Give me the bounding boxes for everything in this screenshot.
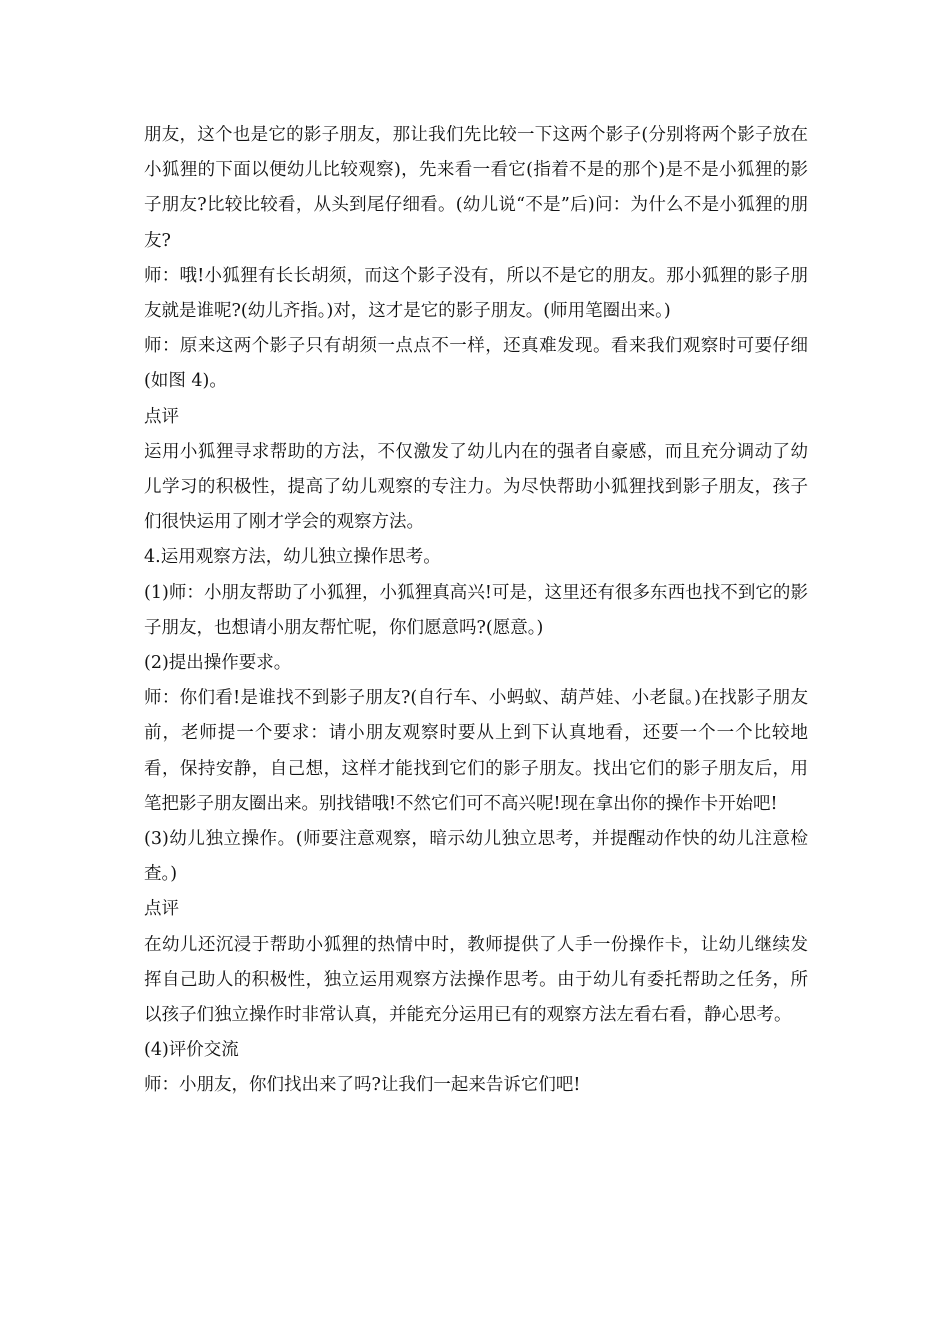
paragraph-teacher-careful: 师：原来这两个影子只有胡须一点点不一样，还真难发现。看来我们观察时可要仔细(如图 4)。	[144, 336, 808, 392]
heading-comment: 点评	[144, 406, 179, 427]
paragraph-step-4-3: (3)幼儿独立操作。(师要注意观察，暗示幼儿独立思考，并提醒动作快的幼儿注意检查。)	[144, 829, 808, 885]
paragraph-teacher-whiskers: 师：哦!小狐狸有长长胡须，而这个影子没有，所以不是它的朋友。那小狐狸的影子朋友就是谁呢?(幼儿齐指。)对，这才是它的影子朋友。(师用笔圈出来。)	[144, 265, 808, 322]
paragraph-step-4-2: (2)提出操作要求。	[144, 653, 292, 674]
paragraph-step-4-1: (1)师：小朋友帮助了小狐狸，小狐狸真高兴!可是，这里还有很多东西也找不到它的影子朋友，也想请小朋友帮忙呢，你们愿意吗?(愿意。)	[144, 582, 808, 638]
paragraph-comment-1: 运用小狐狸寻求帮助的方法，不仅激发了幼儿内在的强者自豪感，而且充分调动了幼儿学习的积极性，提高了幼儿观察的专注力。为尽快帮助小狐狸找到影子朋友，孩子们很快运用了刚才学会的观察方法。	[144, 441, 808, 533]
heading-comment-2: 点评	[144, 899, 179, 920]
document-body	[144, 118, 808, 1104]
paragraph-teacher-requirements: 师：你们看!是谁找不到影子朋友?(自行车、小蚂蚁、葫芦娃、小老鼠。)在找影子朋友前，老师提一个要求：请小朋友观察时要从上到下认真地看，还要一个一个比较地看，保持安静，自己想，这样才能找到它们的影子朋友。找出它们的影子朋友后，用笔把影子朋友圈出来。别找错哦!不然它们可不高兴呢!现在拿出你的操作卡开始吧!	[144, 688, 808, 814]
paragraph-comment-2: 在幼儿还沉浸于帮助小狐狸的热情中时，教师提供了人手一份操作卡，让幼儿继续发挥自己助人的积极性，独立运用观察方法操作思考。由于幼儿有委托帮助之任务，所以孩子们独立操作时非常认真，并能充分运用已有的观察方法左看右看，静心思考。	[144, 934, 808, 1026]
heading-step-4: 4.运用观察方法，幼儿独立操作思考。	[144, 547, 441, 568]
paragraph-step-4-4: (4)评价交流	[144, 1040, 239, 1061]
paragraph-teacher-final: 师：小朋友，你们找出来了吗?让我们一起来告诉它们吧!	[144, 1075, 581, 1096]
paragraph-compare-shadows: 朋友，这个也是它的影子朋友，那让我们先比较一下这两个影子(分别将两个影子放在小狐狸的下面以便幼儿比较观察)，先来看一看它(指着不是的那个)是不是小狐狸的影子朋友?比较比较看，从头到尾仔细看。(幼儿说“不是”后)问：为什么不是小狐狸的朋友?	[144, 125, 808, 251]
